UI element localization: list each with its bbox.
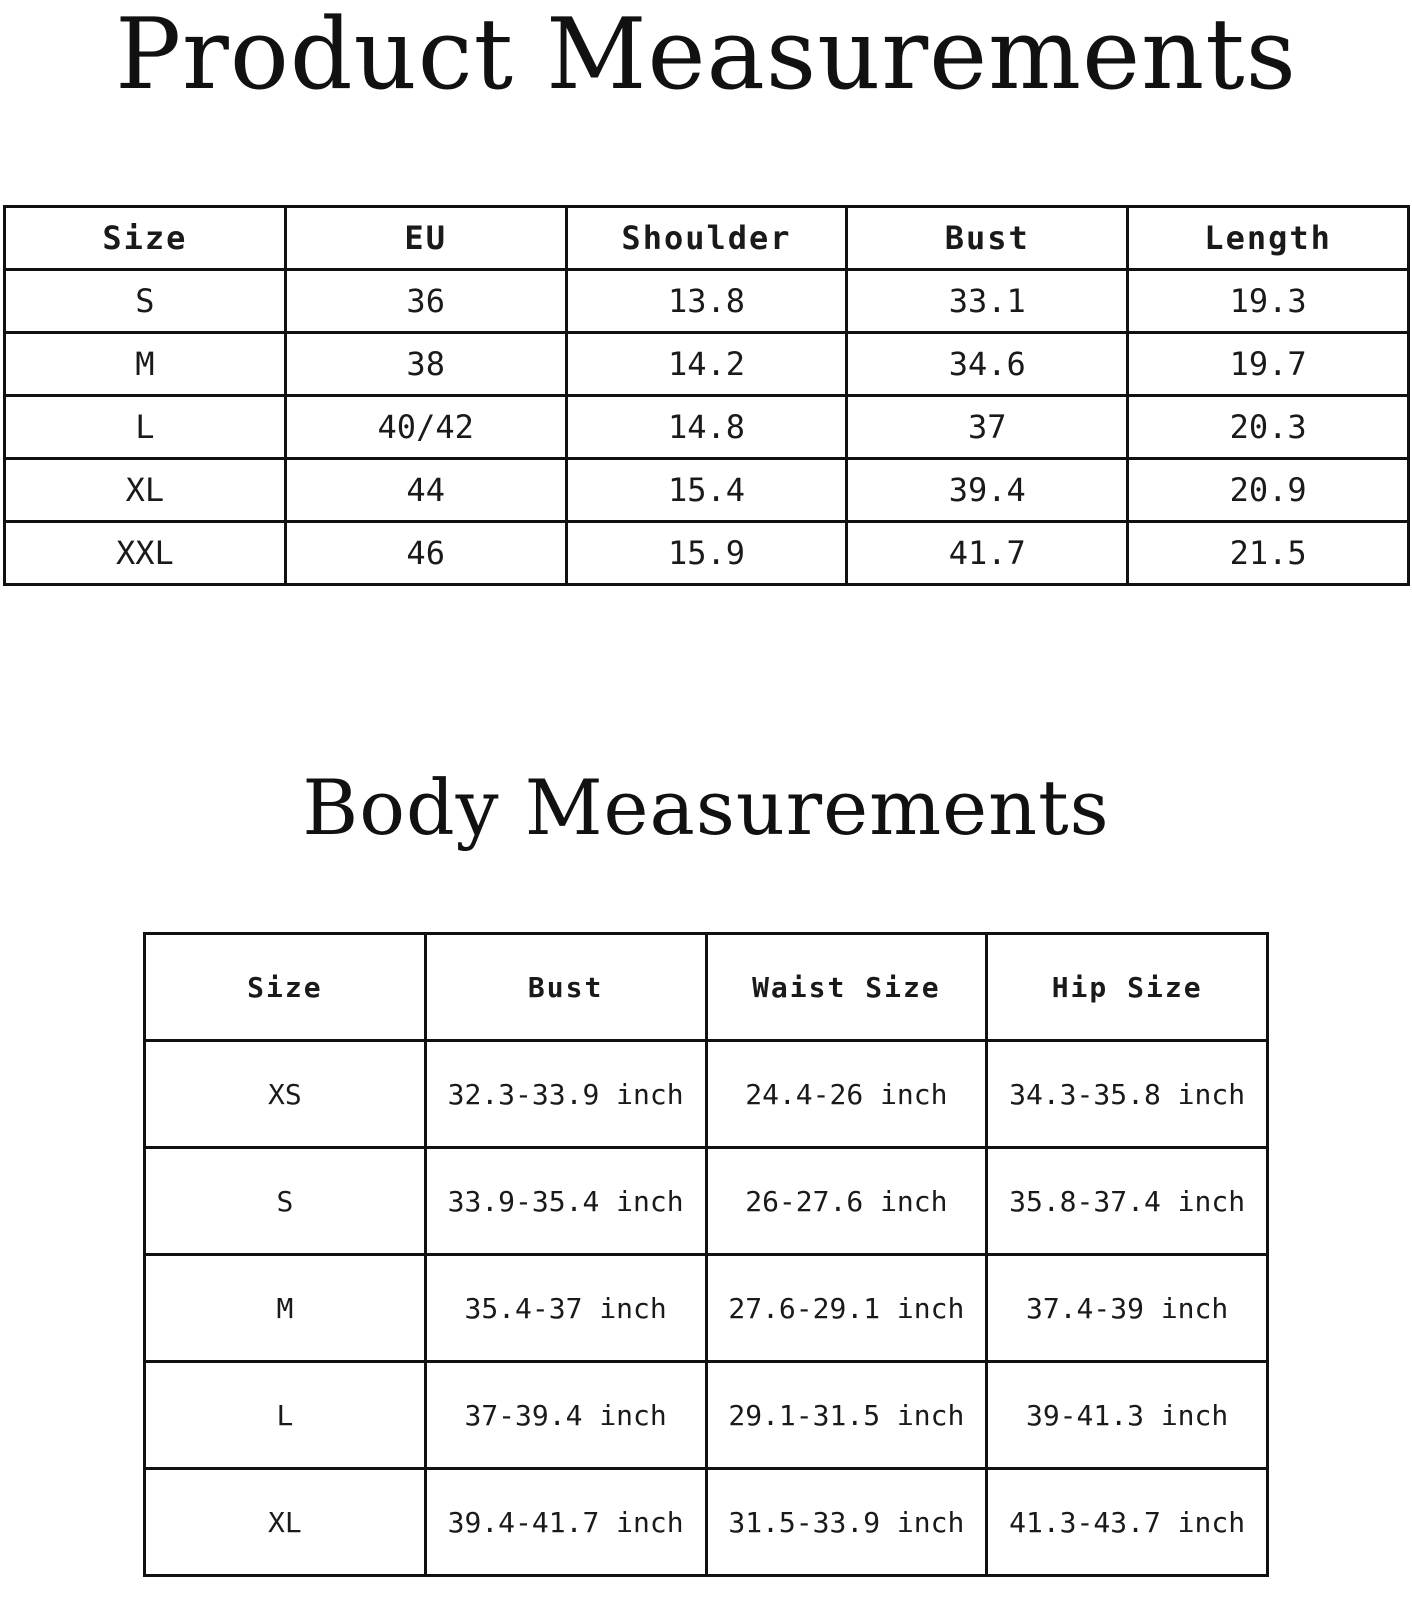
table-cell: 19.3 (1128, 270, 1409, 333)
table-cell: 36 (285, 270, 566, 333)
table-cell: 37 (847, 396, 1128, 459)
column-header: Bust (847, 207, 1128, 270)
table-row (145, 1148, 1268, 1255)
table-cell: 15.4 (566, 459, 847, 522)
table-cell: 41.7 (847, 522, 1128, 585)
column-header: Bust (425, 934, 706, 1041)
table-cell: 15.9 (566, 522, 847, 585)
table-cell: 31.5-33.9 inch (706, 1469, 987, 1576)
table-cell: L (145, 1362, 426, 1469)
table-cell: 29.1-31.5 inch (706, 1362, 987, 1469)
product-measurements-title: Product Measurements (115, 0, 1297, 112)
table-cell: 34.6 (847, 333, 1128, 396)
table-header-row (5, 207, 1409, 270)
product-measurements-table (3, 205, 1410, 586)
table-row (5, 396, 1409, 459)
table-cell: 13.8 (566, 270, 847, 333)
table-cell: 39.4-41.7 inch (425, 1469, 706, 1576)
table-cell: M (145, 1255, 426, 1362)
table-cell: 35.8-37.4 inch (987, 1148, 1268, 1255)
table-cell: S (5, 270, 286, 333)
table-cell: 14.2 (566, 333, 847, 396)
table-row (5, 270, 1409, 333)
table-cell: 37-39.4 inch (425, 1362, 706, 1469)
column-header: Hip Size (987, 934, 1268, 1041)
body-measurements-table (143, 932, 1269, 1577)
table-cell: 33.1 (847, 270, 1128, 333)
table-cell: 26-27.6 inch (706, 1148, 987, 1255)
table-cell: 20.9 (1128, 459, 1409, 522)
table-row (145, 1041, 1268, 1148)
table-cell: 27.6-29.1 inch (706, 1255, 987, 1362)
table-cell: 24.4-26 inch (706, 1041, 987, 1148)
table-cell: 37.4-39 inch (987, 1255, 1268, 1362)
table-cell: M (5, 333, 286, 396)
table-cell: 41.3-43.7 inch (987, 1469, 1268, 1576)
table-row (145, 1255, 1268, 1362)
column-header: Shoulder (566, 207, 847, 270)
table-row (145, 1469, 1268, 1576)
table-cell: 35.4-37 inch (425, 1255, 706, 1362)
column-header: EU (285, 207, 566, 270)
table-row (5, 459, 1409, 522)
column-header: Size (5, 207, 286, 270)
table-cell: XL (145, 1469, 426, 1576)
table-cell: 38 (285, 333, 566, 396)
table-cell: 39-41.3 inch (987, 1362, 1268, 1469)
table-cell: 33.9-35.4 inch (425, 1148, 706, 1255)
body-measurements-title: Body Measurements (302, 763, 1110, 852)
table-cell: 20.3 (1128, 396, 1409, 459)
table-cell: 46 (285, 522, 566, 585)
table-cell: 14.8 (566, 396, 847, 459)
table-cell: 19.7 (1128, 333, 1409, 396)
table-cell: 21.5 (1128, 522, 1409, 585)
column-header: Size (145, 934, 426, 1041)
column-header: Waist Size (706, 934, 987, 1041)
column-header: Length (1128, 207, 1409, 270)
table-cell: 32.3-33.9 inch (425, 1041, 706, 1148)
table-cell: 40/42 (285, 396, 566, 459)
table-row (5, 522, 1409, 585)
table-row (5, 333, 1409, 396)
table-cell: L (5, 396, 286, 459)
table-cell: S (145, 1148, 426, 1255)
table-cell: XS (145, 1041, 426, 1148)
table-cell: 39.4 (847, 459, 1128, 522)
table-cell: XL (5, 459, 286, 522)
table-cell: XXL (5, 522, 286, 585)
table-cell: 34.3-35.8 inch (987, 1041, 1268, 1148)
table-cell: 44 (285, 459, 566, 522)
table-row (145, 1362, 1268, 1469)
table-header-row (145, 934, 1268, 1041)
